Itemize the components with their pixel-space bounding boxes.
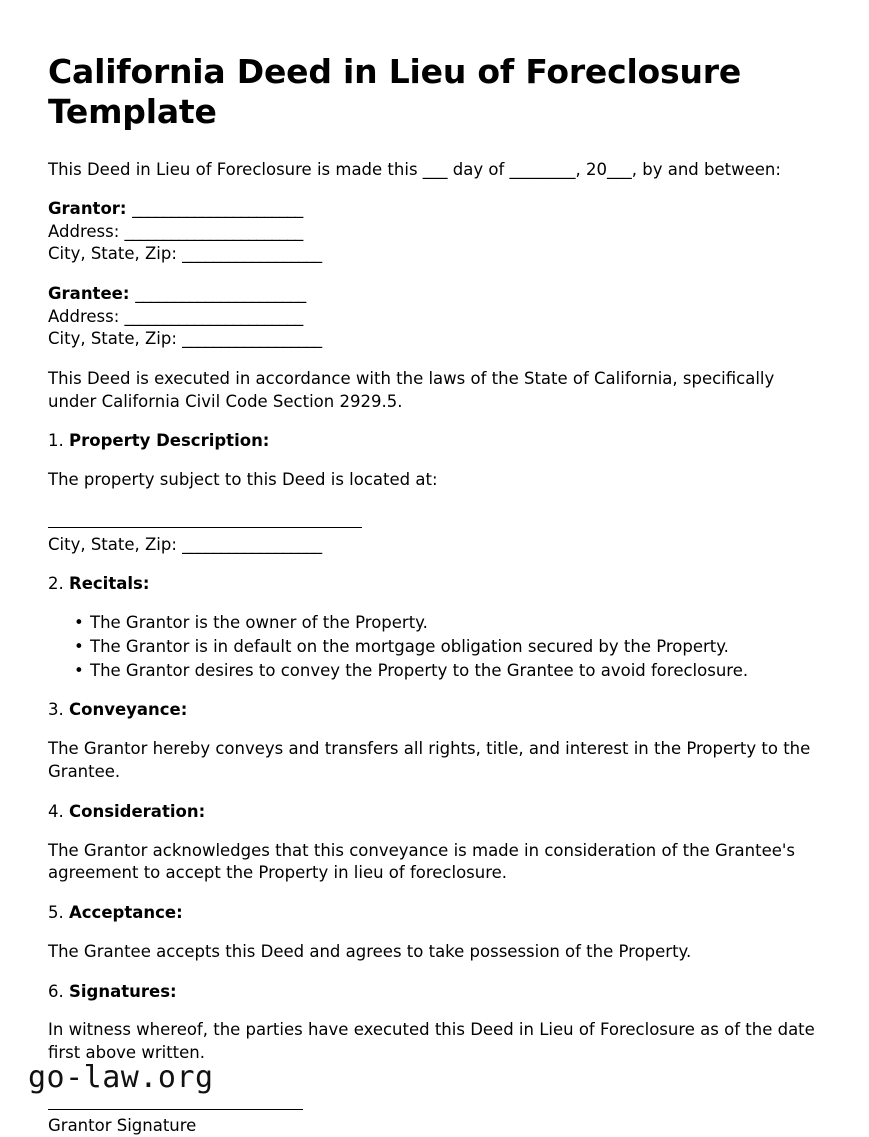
list-item [74, 612, 819, 635]
section-title: Recitals: [69, 574, 150, 594]
grantee-city-blank[interactable]: __________________ [182, 329, 322, 349]
grantor-signature-caption: Grantor Signature [48, 1115, 197, 1135]
section-heading-signatures [48, 981, 819, 1004]
grantee-address-line [48, 306, 819, 329]
grantor-name-label: Grantor: [48, 199, 133, 219]
grantee-name-blank[interactable]: ______________________ [135, 284, 306, 304]
section-heading-recitals [48, 573, 819, 596]
section-number: 6. [48, 981, 69, 1001]
acceptance-body: The Grantee accepts this Deed and agrees to take possession of the Property. [48, 941, 692, 961]
signatures-body: In witness whereof, the parties have executed this Deed in Lieu of Foreclosure as of the date first above written. [48, 1020, 815, 1063]
list-item-label: The Grantor is in default on the mortgage obligation secured by the Property. [90, 636, 729, 656]
property-city-line [48, 534, 819, 557]
grantee-city-line [48, 328, 819, 351]
property-address-fields [48, 509, 819, 557]
grantor-block [48, 198, 819, 266]
section-title: Property Description: [69, 431, 270, 451]
conveyance-body: The Grantor hereby conveys and transfers all rights, title, and interest in the Property to the Grantee. [48, 739, 811, 782]
list-item [74, 636, 819, 659]
grantor-name-blank[interactable]: ______________________ [132, 199, 303, 219]
intro-paragraph: This Deed in Lieu of Foreclosure is made this ___ day of ________, 20___, by and between: [48, 159, 781, 179]
grantee-block [48, 283, 819, 351]
governing-law-paragraph: This Deed is executed in accordance with the laws of the State of California, specifically under California Civil Code Section 2929.5. [48, 368, 775, 411]
grantor-city-blank[interactable]: __________________ [182, 244, 322, 264]
grantor-address-label: Address: [48, 221, 125, 241]
section-heading-acceptance [48, 902, 819, 925]
site-watermark-logo: go-law.org [28, 1060, 214, 1095]
section-number: 2. [48, 574, 69, 594]
bullet-icon: • [74, 636, 84, 656]
bullet-icon: • [74, 660, 84, 680]
section-title: Conveyance: [69, 700, 188, 720]
list-item-label: The Grantor is the owner of the Property. [90, 613, 428, 633]
section-number: 1. [48, 431, 69, 451]
section-heading-consideration [48, 801, 819, 824]
grantee-city-label: City, State, Zip: [48, 329, 183, 349]
property-city-label: City, State, Zip: [48, 534, 183, 554]
section-heading-property-description [48, 430, 819, 453]
grantee-address-label: Address: [48, 306, 125, 326]
grantee-name-line [48, 283, 819, 306]
grantor-signature-rule[interactable] [48, 1109, 303, 1110]
section-number: 3. [48, 700, 69, 720]
property-description-body: The property subject to this Deed is located at: [48, 470, 438, 490]
list-item-label: The Grantor desires to convey the Property to the Grantee to avoid foreclosure. [90, 660, 749, 680]
list-item [74, 660, 819, 683]
bullet-icon: • [74, 613, 84, 633]
grantor-address-blank[interactable]: _______________________ [124, 221, 303, 241]
property-street-line [48, 509, 819, 532]
grantor-signature-block [48, 1091, 819, 1137]
grantor-city-label: City, State, Zip: [48, 244, 183, 264]
section-title: Consideration: [69, 801, 206, 821]
section-title: Acceptance: [69, 903, 183, 923]
consideration-body: The Grantor acknowledges that this conveyance is made in consideration of the Grantee's agreement to accept the Property in lieu of foreclosure. [48, 840, 796, 883]
property-city-blank[interactable]: __________________ [182, 534, 322, 554]
grantee-name-label: Grantee: [48, 284, 136, 304]
grantee-address-blank[interactable]: _______________________ [124, 306, 303, 326]
page-title: California Deed in Lieu of Foreclosure Template [48, 52, 742, 132]
section-number: 4. [48, 801, 69, 821]
document-content [48, 52, 819, 1137]
property-street-rule[interactable] [48, 527, 362, 528]
grantor-name-line [48, 198, 819, 221]
section-title: Signatures: [69, 981, 177, 1001]
section-number: 5. [48, 903, 69, 923]
grantor-address-line [48, 221, 819, 244]
recitals-list [48, 612, 819, 682]
section-heading-conveyance [48, 699, 819, 722]
grantor-city-line [48, 243, 819, 266]
